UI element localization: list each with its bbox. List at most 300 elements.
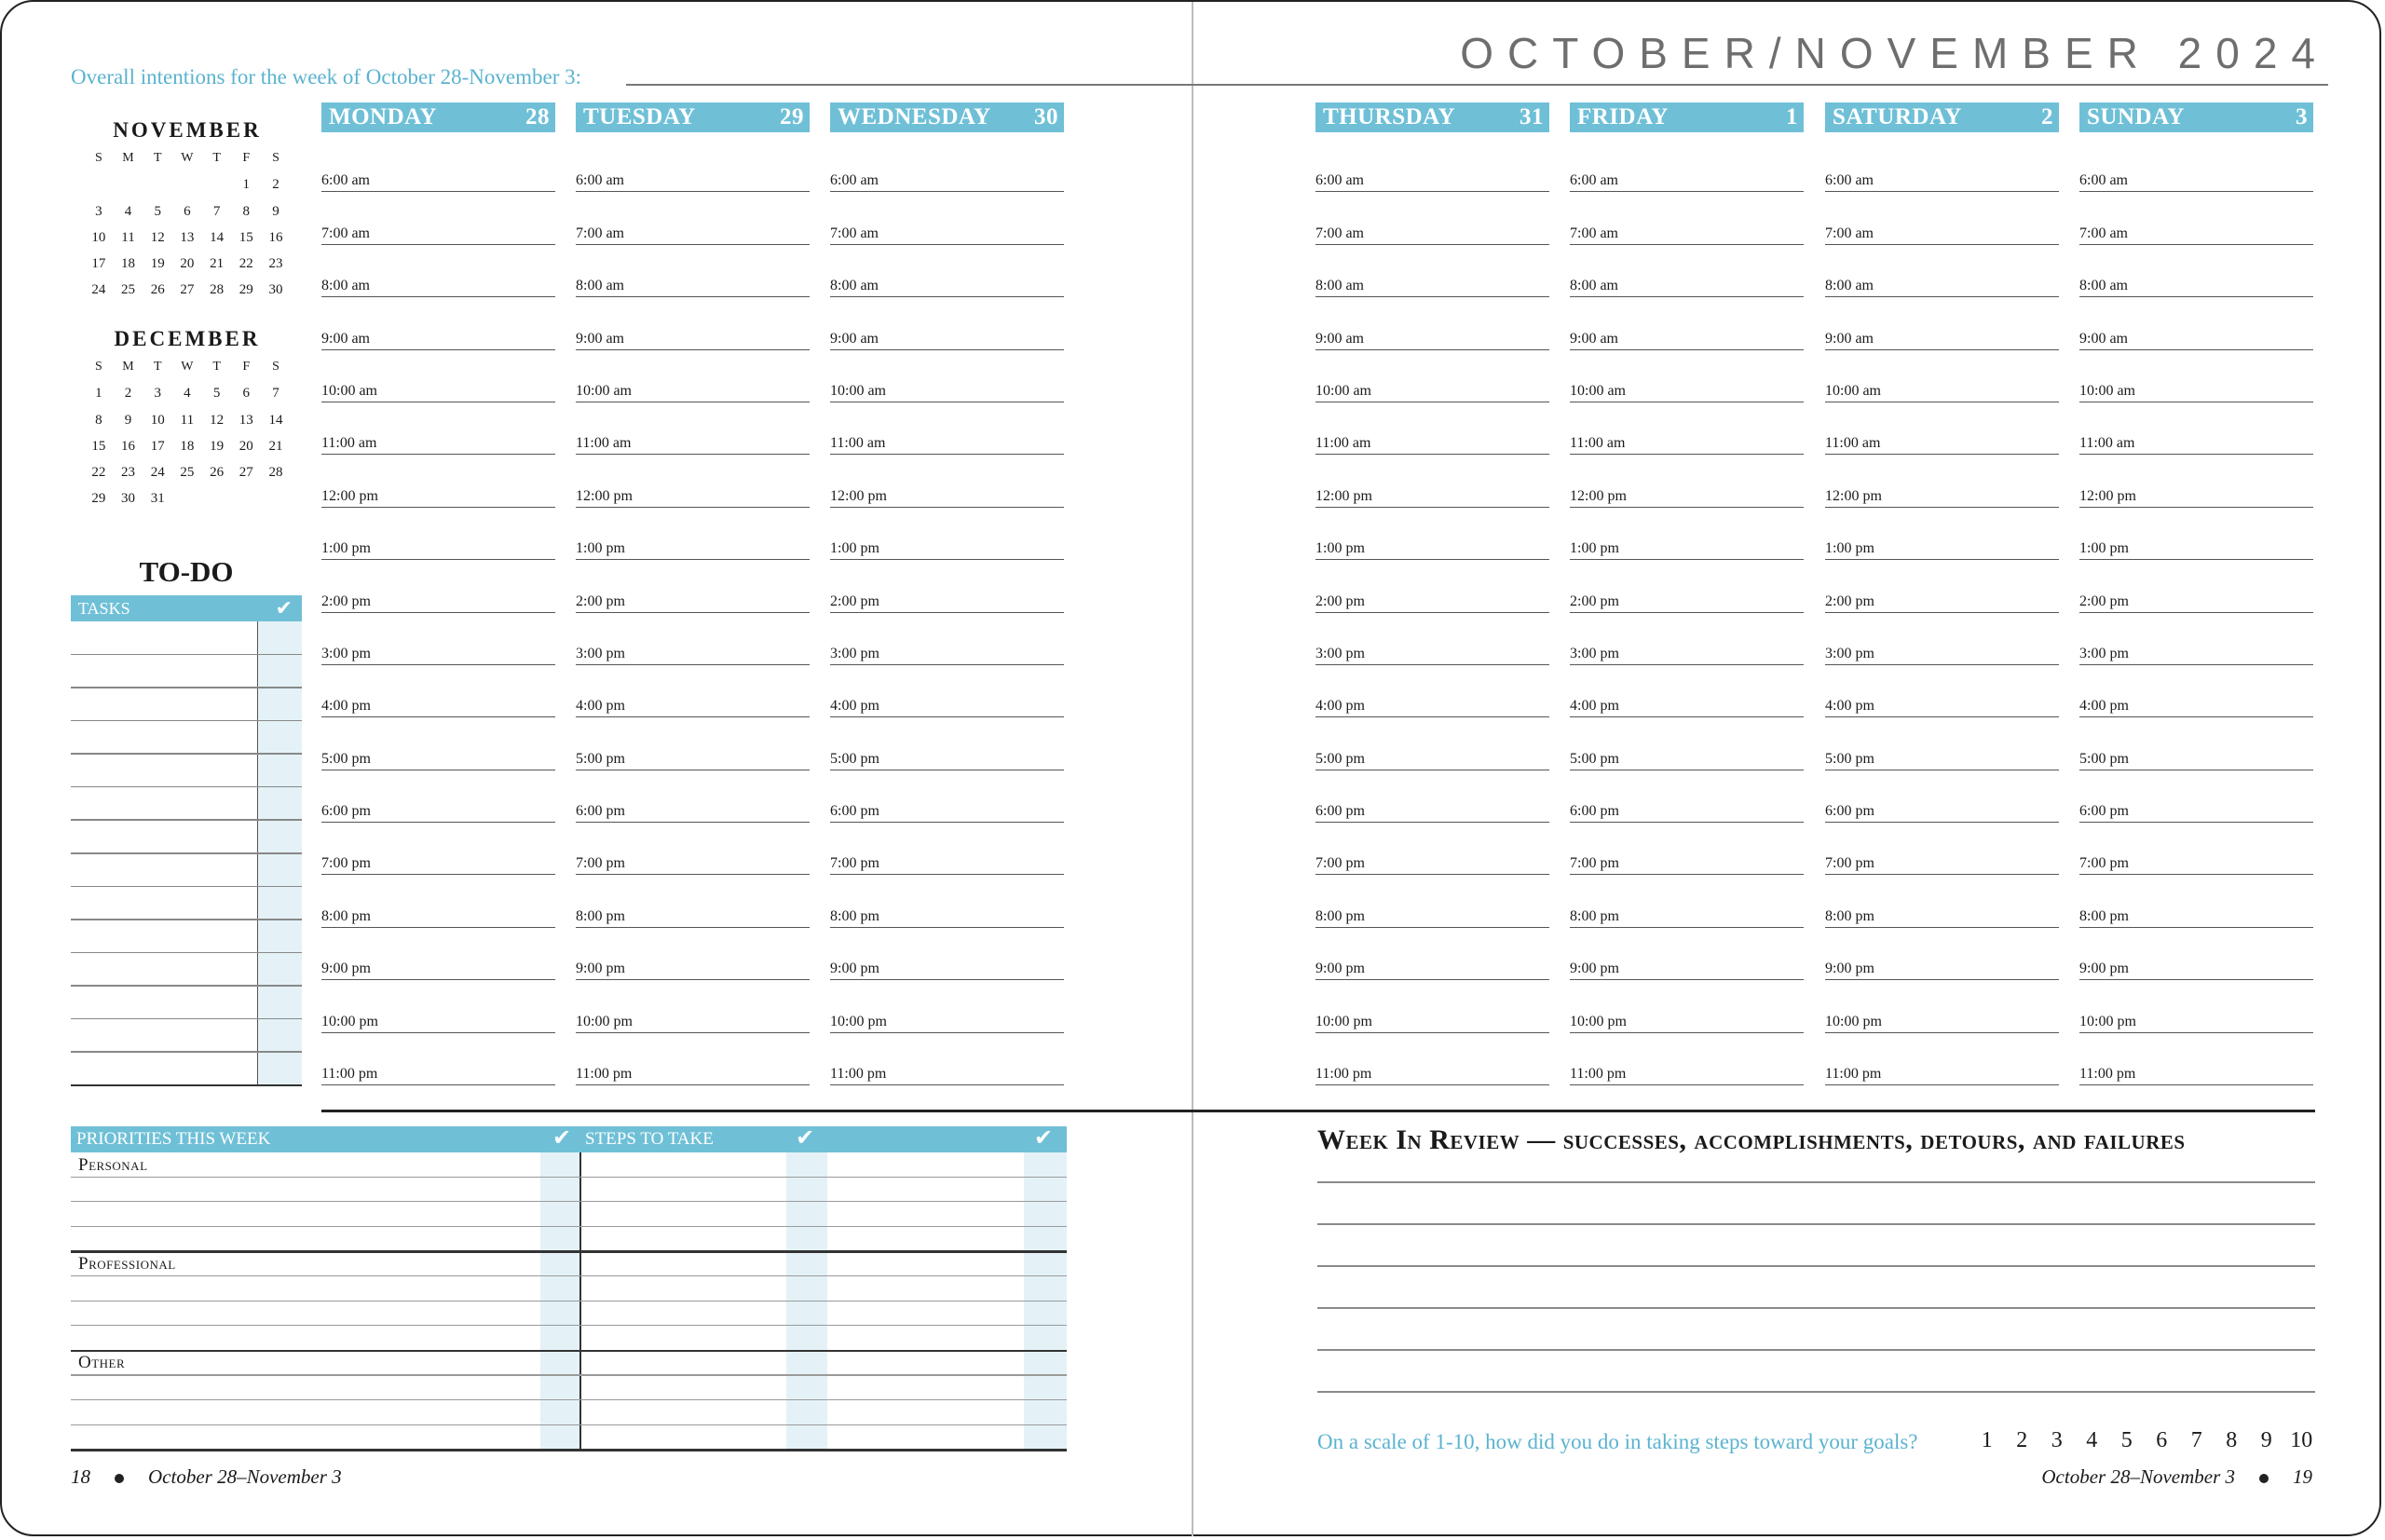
day-header xyxy=(830,102,1064,132)
time-slot[interactable] xyxy=(576,192,810,244)
time-slot[interactable] xyxy=(2079,613,2313,665)
time-label: 6:00 am xyxy=(830,172,879,189)
time-slot[interactable] xyxy=(2079,192,2313,244)
time-label: 9:00 am xyxy=(2079,330,2128,347)
time-label: 12:00 pm xyxy=(576,487,633,504)
steps-check-column[interactable] xyxy=(786,1152,827,1451)
time-slot[interactable] xyxy=(1315,455,1549,507)
time-label: 10:00 pm xyxy=(576,1013,633,1029)
time-label: 11:00 am xyxy=(576,435,632,452)
calendar-day: 11 xyxy=(180,412,195,428)
weekday-label: T xyxy=(153,151,162,165)
time-slot[interactable] xyxy=(1570,770,1804,823)
time-slot[interactable] xyxy=(321,508,555,560)
calendar-day: 8 xyxy=(95,412,102,428)
time-label: 10:00 am xyxy=(830,382,886,399)
time-slot[interactable] xyxy=(1570,928,1804,980)
time-slot[interactable] xyxy=(321,875,555,927)
time-slot[interactable] xyxy=(1315,980,1549,1032)
day-number: 3 xyxy=(2296,104,2308,129)
time-slot[interactable] xyxy=(1825,928,2059,980)
day-number: 1 xyxy=(1786,104,1798,129)
calendar-day: 11 xyxy=(121,229,135,245)
time-label: 2:00 pm xyxy=(1570,593,1619,609)
time-slot[interactable] xyxy=(1570,717,1804,770)
time-slot[interactable] xyxy=(1825,613,2059,665)
calendar-day: 10 xyxy=(150,412,165,428)
time-slot[interactable] xyxy=(1825,245,2059,297)
rating-option[interactable]: 6 xyxy=(2156,1428,2168,1452)
time-label: 9:00 am xyxy=(321,330,370,347)
time-label: 7:00 pm xyxy=(1570,855,1619,872)
time-label: 6:00 pm xyxy=(1315,803,1365,820)
time-label: 6:00 pm xyxy=(2079,803,2129,820)
time-slot[interactable] xyxy=(2079,455,2313,507)
calendar-day: 3 xyxy=(154,386,161,402)
time-slot[interactable] xyxy=(1315,665,1549,717)
calendar-day: 28 xyxy=(210,282,225,298)
time-slot[interactable] xyxy=(576,928,810,980)
time-label: 6:00 pm xyxy=(1570,803,1619,820)
time-slot[interactable] xyxy=(1825,350,2059,402)
time-slot[interactable] xyxy=(576,297,810,349)
time-label: 3:00 pm xyxy=(1825,645,1874,661)
time-label: 7:00 am xyxy=(2079,225,2128,241)
time-slot[interactable] xyxy=(1825,297,2059,349)
time-slot[interactable] xyxy=(576,140,810,192)
time-slot[interactable] xyxy=(321,140,555,192)
priorities-header-label: PRIORITIES THIS WEEK xyxy=(76,1129,271,1149)
review-line[interactable] xyxy=(1317,1391,2315,1393)
time-label: 9:00 am xyxy=(830,330,879,347)
calendar-day: 24 xyxy=(91,282,106,298)
review-line[interactable] xyxy=(1317,1307,2315,1309)
time-slot[interactable] xyxy=(321,665,555,717)
time-label: 4:00 pm xyxy=(321,698,371,715)
time-label: 6:00 am xyxy=(576,172,624,189)
time-slot[interactable] xyxy=(830,192,1064,244)
time-slot[interactable] xyxy=(1315,297,1549,349)
time-label: 8:00 am xyxy=(830,278,879,294)
time-label: 10:00 am xyxy=(1315,382,1371,399)
time-slot[interactable] xyxy=(576,560,810,612)
time-slot[interactable] xyxy=(830,613,1064,665)
calendar-day: 2 xyxy=(124,386,132,402)
priority-row-line xyxy=(71,1201,1067,1202)
steps-header-label: STEPS TO TAKE xyxy=(585,1129,714,1149)
time-slot[interactable] xyxy=(1570,665,1804,717)
time-slot[interactable] xyxy=(321,350,555,402)
checkmark-icon: ✔ xyxy=(275,596,293,620)
todo-row-line xyxy=(71,654,302,656)
category-divider xyxy=(71,1350,1067,1353)
time-label: 10:00 pm xyxy=(1570,1013,1627,1029)
time-label: 7:00 pm xyxy=(1315,855,1365,872)
time-slot[interactable] xyxy=(1570,402,1804,455)
time-slot[interactable] xyxy=(1570,560,1804,612)
todo-row-line xyxy=(71,753,302,755)
calendar-day: 5 xyxy=(154,203,161,219)
rating-option[interactable]: 2 xyxy=(2016,1428,2028,1452)
time-slot[interactable] xyxy=(2079,823,2313,875)
calendar-day: 23 xyxy=(121,465,136,481)
time-slot[interactable] xyxy=(576,508,810,560)
time-slot[interactable] xyxy=(2079,350,2313,402)
time-slot[interactable] xyxy=(830,1033,1064,1085)
priority-row-line xyxy=(71,1275,1067,1276)
time-slot[interactable] xyxy=(1315,402,1549,455)
todo-row-line xyxy=(71,1018,302,1020)
todo-title: TO-DO xyxy=(139,555,234,588)
calendar-day: 19 xyxy=(150,256,165,272)
time-slot[interactable] xyxy=(1825,140,2059,192)
time-slot[interactable] xyxy=(576,245,810,297)
time-slot[interactable] xyxy=(1570,297,1804,349)
time-slot[interactable] xyxy=(1315,1033,1549,1085)
time-label: 7:00 pm xyxy=(576,855,625,872)
time-label: 6:00 am xyxy=(1825,172,1874,189)
time-label: 12:00 pm xyxy=(830,487,887,504)
calendar-day: 29 xyxy=(91,491,106,507)
time-slot[interactable] xyxy=(1825,192,2059,244)
time-slot[interactable] xyxy=(576,770,810,823)
time-slot[interactable] xyxy=(830,980,1064,1032)
time-label: 1:00 pm xyxy=(1570,540,1619,557)
time-slot[interactable] xyxy=(1825,402,2059,455)
steps-check-column[interactable] xyxy=(1024,1152,1067,1451)
weekday-label: F xyxy=(242,360,251,374)
time-label: 11:00 am xyxy=(1315,435,1371,452)
time-slot[interactable] xyxy=(1825,665,2059,717)
rating-option[interactable]: 9 xyxy=(2260,1428,2272,1452)
footer-right xyxy=(2041,1465,2312,1489)
rating-option[interactable]: 1 xyxy=(1981,1428,1993,1452)
time-label: 11:00 pm xyxy=(1570,1066,1627,1083)
time-slot[interactable] xyxy=(1570,823,1804,875)
time-label: 9:00 pm xyxy=(576,961,625,977)
time-slot[interactable] xyxy=(1570,350,1804,402)
time-slot[interactable] xyxy=(576,823,810,875)
time-slot[interactable] xyxy=(2079,665,2313,717)
time-slot[interactable] xyxy=(830,297,1064,349)
time-label: 6:00 am xyxy=(1315,172,1364,189)
day-number: 30 xyxy=(1034,104,1058,129)
calendar-day: 25 xyxy=(121,282,136,298)
time-slot[interactable] xyxy=(1315,928,1549,980)
calendar-day: 18 xyxy=(121,256,136,272)
time-label: 10:00 pm xyxy=(1315,1013,1372,1029)
time-label: 12:00 pm xyxy=(1825,487,1882,504)
time-label: 3:00 pm xyxy=(576,645,625,661)
time-slot[interactable] xyxy=(321,770,555,823)
rating-option[interactable]: 7 xyxy=(2190,1428,2202,1452)
time-label: 11:00 pm xyxy=(2079,1066,2136,1083)
time-label: 7:00 pm xyxy=(321,855,371,872)
time-slot[interactable] xyxy=(830,350,1064,402)
time-slot[interactable] xyxy=(1570,1033,1804,1085)
time-slot[interactable] xyxy=(2079,770,2313,823)
priority-row-line xyxy=(71,1374,1067,1375)
time-slot[interactable] xyxy=(576,717,810,770)
time-label: 1:00 pm xyxy=(576,540,625,557)
time-label: 7:00 am xyxy=(576,225,624,241)
time-slot[interactable] xyxy=(1570,613,1804,665)
day-column-friday xyxy=(1570,102,1804,1085)
time-label: 5:00 pm xyxy=(576,750,625,767)
time-slot[interactable] xyxy=(321,928,555,980)
time-slot[interactable] xyxy=(321,245,555,297)
time-label: 7:00 pm xyxy=(2079,855,2129,872)
time-slot[interactable] xyxy=(1570,245,1804,297)
time-slot[interactable] xyxy=(576,613,810,665)
time-slot[interactable] xyxy=(321,402,555,455)
time-slot[interactable] xyxy=(830,402,1064,455)
calendar-day: 27 xyxy=(180,282,195,298)
time-slot[interactable] xyxy=(830,823,1064,875)
priority-check-column[interactable] xyxy=(540,1152,579,1451)
time-slot[interactable] xyxy=(1825,823,2059,875)
time-slot[interactable] xyxy=(1570,980,1804,1032)
calendar-day: 30 xyxy=(121,491,136,507)
time-slot[interactable] xyxy=(1315,823,1549,875)
mini-calendar xyxy=(84,116,291,304)
time-label: 10:00 am xyxy=(321,382,377,399)
time-slot[interactable] xyxy=(830,770,1064,823)
time-slot[interactable] xyxy=(576,665,810,717)
day-number: 29 xyxy=(780,104,804,129)
time-label: 2:00 pm xyxy=(576,593,625,609)
weekday-label: T xyxy=(153,360,162,374)
time-slot[interactable] xyxy=(830,560,1064,612)
checkmark-icon: ✔ xyxy=(1034,1126,1054,1151)
time-label: 3:00 pm xyxy=(1570,645,1619,661)
calendar-day: 28 xyxy=(268,465,283,481)
time-slot[interactable] xyxy=(1825,717,2059,770)
time-label: 11:00 am xyxy=(1825,435,1881,452)
time-slot[interactable] xyxy=(1570,192,1804,244)
time-slot[interactable] xyxy=(321,560,555,612)
time-slot[interactable] xyxy=(321,455,555,507)
calendar-day: 15 xyxy=(91,438,106,454)
time-label: 3:00 pm xyxy=(2079,645,2129,661)
scale-question: On a scale of 1-10, how did you do in taking steps toward your goals? xyxy=(1317,1430,1918,1453)
time-slot[interactable] xyxy=(576,455,810,507)
time-label: 11:00 am xyxy=(2079,435,2135,452)
time-slot[interactable] xyxy=(1315,350,1549,402)
time-slot[interactable] xyxy=(830,508,1064,560)
calendar-day: 3 xyxy=(95,203,102,219)
day-number: 31 xyxy=(1520,104,1544,129)
page-number-left: 18 xyxy=(71,1465,90,1488)
time-slot[interactable] xyxy=(321,297,555,349)
time-slot[interactable] xyxy=(1825,508,2059,560)
time-slot[interactable] xyxy=(576,350,810,402)
time-label: 8:00 pm xyxy=(830,907,879,924)
time-slot[interactable] xyxy=(2079,1033,2313,1085)
weekday-label: S xyxy=(272,151,279,165)
day-column-wednesday xyxy=(830,102,1064,1085)
review-line[interactable] xyxy=(1317,1349,2315,1351)
time-label: 9:00 am xyxy=(1315,330,1364,347)
day-name: TUESDAY xyxy=(583,104,696,129)
time-slot[interactable] xyxy=(1315,770,1549,823)
weekday-label: S xyxy=(94,360,102,374)
time-slot[interactable] xyxy=(1570,508,1804,560)
time-slot[interactable] xyxy=(830,928,1064,980)
steps-header xyxy=(579,1126,1067,1152)
time-label: 7:00 pm xyxy=(830,855,879,872)
todo-row-line xyxy=(71,985,302,987)
time-label: 11:00 pm xyxy=(830,1066,887,1083)
time-label: 6:00 pm xyxy=(576,803,625,820)
time-label: 8:00 am xyxy=(321,278,370,294)
time-label: 8:00 am xyxy=(2079,278,2128,294)
time-label: 7:00 am xyxy=(1315,225,1364,241)
weekday-label: S xyxy=(272,360,279,374)
section-divider xyxy=(321,1110,2315,1112)
time-label: 2:00 pm xyxy=(1825,593,1874,609)
time-label: 9:00 pm xyxy=(1825,961,1874,977)
day-header xyxy=(1825,102,2059,132)
todo-header xyxy=(71,595,302,621)
time-label: 10:00 pm xyxy=(2079,1013,2136,1029)
time-slot[interactable] xyxy=(1825,1033,2059,1085)
time-label: 8:00 am xyxy=(1315,278,1364,294)
time-label: 8:00 am xyxy=(576,278,624,294)
page-number-right: 19 xyxy=(2293,1465,2312,1488)
day-header xyxy=(1315,102,1549,132)
time-slot[interactable] xyxy=(321,823,555,875)
weekday-label: W xyxy=(181,151,194,165)
time-label: 11:00 pm xyxy=(1315,1066,1372,1083)
time-slot[interactable] xyxy=(576,1033,810,1085)
todo-row-line xyxy=(71,886,302,888)
time-slot[interactable] xyxy=(1825,980,2059,1032)
time-label: 7:00 am xyxy=(1570,225,1618,241)
day-header xyxy=(576,102,810,132)
time-slot[interactable] xyxy=(1315,245,1549,297)
intentions-line[interactable] xyxy=(626,84,2328,86)
time-label: 7:00 am xyxy=(321,225,370,241)
calendar-day: 19 xyxy=(210,438,225,454)
calendar-day: 9 xyxy=(272,203,279,219)
date-range-left: October 28–November 3 xyxy=(148,1465,342,1488)
time-slot[interactable] xyxy=(2079,140,2313,192)
time-slot[interactable] xyxy=(830,717,1064,770)
day-name: THURSDAY xyxy=(1323,104,1456,129)
spine-divider xyxy=(1192,2,1193,1536)
time-slot[interactable] xyxy=(1315,560,1549,612)
time-label: 1:00 pm xyxy=(2079,540,2129,557)
time-label: 5:00 pm xyxy=(321,750,371,767)
time-slot[interactable] xyxy=(830,665,1064,717)
time-slot[interactable] xyxy=(576,402,810,455)
time-label: 11:00 pm xyxy=(576,1066,633,1083)
time-label: 11:00 am xyxy=(830,435,886,452)
time-slot[interactable] xyxy=(1315,508,1549,560)
time-label: 3:00 pm xyxy=(321,645,371,661)
time-slot[interactable] xyxy=(830,875,1064,927)
day-column-tuesday xyxy=(576,102,810,1085)
calendar-day: 1 xyxy=(95,386,102,402)
review-line[interactable] xyxy=(1317,1265,2315,1267)
time-slot[interactable] xyxy=(1315,717,1549,770)
time-label: 8:00 am xyxy=(1825,278,1874,294)
time-slot[interactable] xyxy=(321,980,555,1032)
time-slot[interactable] xyxy=(830,245,1064,297)
time-slot[interactable] xyxy=(1315,192,1549,244)
calendar-day: 22 xyxy=(91,465,106,481)
time-slot[interactable] xyxy=(576,875,810,927)
time-slot[interactable] xyxy=(1825,455,2059,507)
review-line[interactable] xyxy=(1317,1181,2315,1183)
time-label: 9:00 am xyxy=(1825,330,1874,347)
time-slot[interactable] xyxy=(2079,560,2313,612)
date-range-right: October 28–November 3 xyxy=(2041,1465,2235,1488)
rating-option[interactable]: 10 xyxy=(2290,1428,2313,1452)
calendar-day: 31 xyxy=(150,491,165,507)
time-slot[interactable] xyxy=(2079,928,2313,980)
rating-option[interactable]: 5 xyxy=(2120,1428,2133,1452)
weekday-label: F xyxy=(242,151,251,165)
time-slot[interactable] xyxy=(1570,875,1804,927)
time-label: 6:00 pm xyxy=(1825,803,1874,820)
time-slot[interactable] xyxy=(1315,613,1549,665)
time-slot[interactable] xyxy=(830,455,1064,507)
rating-option[interactable]: 8 xyxy=(2226,1428,2238,1452)
time-slot[interactable] xyxy=(1825,560,2059,612)
time-slot[interactable] xyxy=(2079,402,2313,455)
calendar-day: 20 xyxy=(180,256,195,272)
rating-option[interactable]: 3 xyxy=(2051,1428,2063,1452)
time-label: 11:00 pm xyxy=(321,1066,378,1083)
calendar-day: 30 xyxy=(268,282,283,298)
calendar-day: 21 xyxy=(268,438,283,454)
time-slot[interactable] xyxy=(1570,140,1804,192)
page-title: OCTOBER/NOVEMBER 2024 xyxy=(1460,29,2329,77)
calendar-day: 20 xyxy=(238,438,253,454)
time-slot[interactable] xyxy=(321,1033,555,1085)
time-slot[interactable] xyxy=(1315,140,1549,192)
time-slot[interactable] xyxy=(1825,770,2059,823)
time-slot[interactable] xyxy=(830,140,1064,192)
category-divider xyxy=(71,1449,1067,1451)
time-slot[interactable] xyxy=(1570,455,1804,507)
time-slot[interactable] xyxy=(2079,508,2313,560)
time-slot[interactable] xyxy=(321,717,555,770)
time-slot[interactable] xyxy=(1315,875,1549,927)
category-personal: Personal xyxy=(78,1155,148,1175)
time-label: 7:00 pm xyxy=(1825,855,1874,872)
time-slot[interactable] xyxy=(321,613,555,665)
calendar-day: 6 xyxy=(184,203,191,219)
time-slot[interactable] xyxy=(2079,717,2313,770)
time-slot[interactable] xyxy=(2079,245,2313,297)
mini-calendar-month: NOVEMBER xyxy=(113,118,262,142)
rating-option[interactable]: 4 xyxy=(2086,1428,2098,1452)
time-slot[interactable] xyxy=(576,980,810,1032)
time-slot[interactable] xyxy=(321,192,555,244)
review-line[interactable] xyxy=(1317,1223,2315,1225)
time-slot[interactable] xyxy=(2079,297,2313,349)
todo-list[interactable] xyxy=(71,621,302,1085)
time-slot[interactable] xyxy=(1825,875,2059,927)
time-label: 11:00 am xyxy=(321,435,377,452)
day-number: 2 xyxy=(2041,104,2053,129)
time-slot[interactable] xyxy=(2079,875,2313,927)
time-slot[interactable] xyxy=(2079,980,2313,1032)
weekday-label: T xyxy=(212,360,221,374)
